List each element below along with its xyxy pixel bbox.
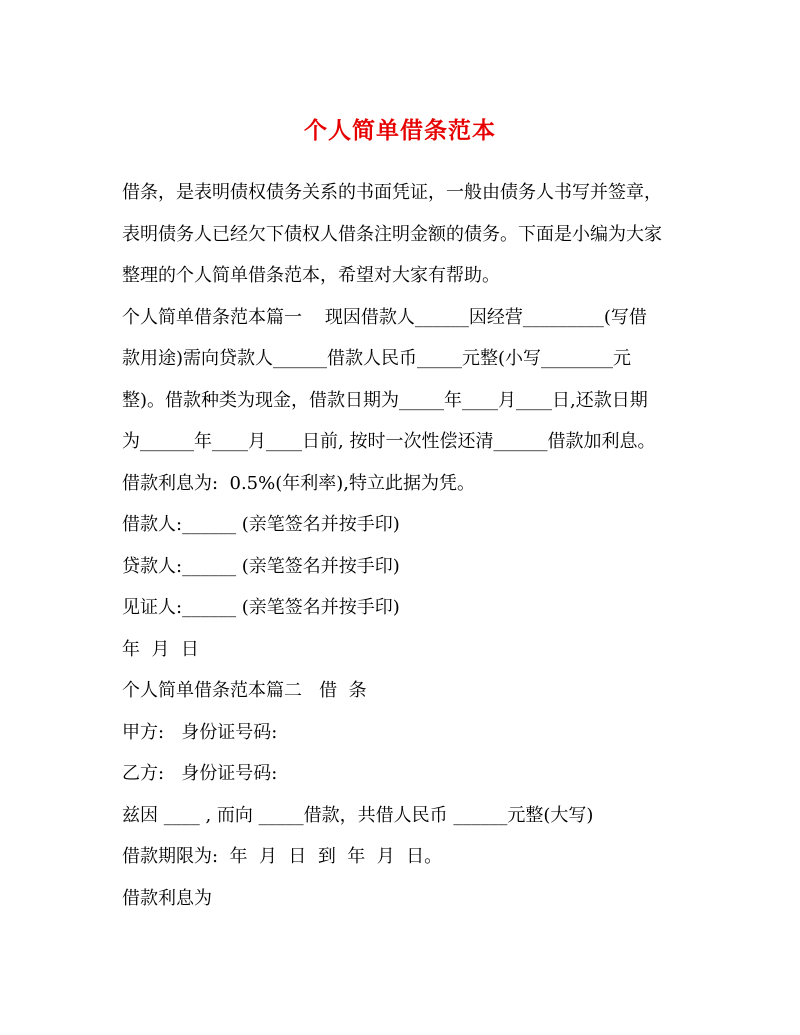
loan-term-line: 借款期限为: 年 月 日 到 年 月 日。 xyxy=(122,846,443,867)
loan-interest-line: 借款利息为 xyxy=(122,888,212,909)
sample1-line-2: 款用途)需向贷款人______借款人民币_____元整(小写________元 xyxy=(122,348,632,369)
borrower-signature-line: 借款人:______ (亲笔签名并按手印) xyxy=(122,514,400,535)
sample1-line-4: 为______年____月____日前, 按时一次性偿还清______借款加利息。 xyxy=(122,431,656,452)
sample1-line-1: 个人简单借条范本篇一 现因借款人______因经营_________(写借 xyxy=(122,307,647,328)
intro-line-1: 借条，是表明债权债务关系的书面凭证，一般由债务人书写并签章， xyxy=(122,182,662,203)
sample1-line-3: 整)。借款种类为现金，借款日期为_____年____月____日,还款日期 xyxy=(122,390,648,411)
sample2-heading: 个人简单借条范本篇二 借 条 xyxy=(122,680,367,701)
party-a-line: 甲方: 身份证号码: xyxy=(122,722,278,743)
intro-line-2: 表明债务人已经欠下债权人借条注明金额的债务。下面是小编为大家 xyxy=(122,224,662,245)
party-b-line: 乙方: 身份证号码: xyxy=(122,763,278,784)
date-line: 年 月 日 xyxy=(122,639,199,660)
lender-signature-line: 贷款人:______ (亲笔签名并按手印) xyxy=(122,556,400,577)
loan-reason-line: 兹因 ____ , 而向 _____借款，共借人民币 ______元整(大写) xyxy=(122,805,594,826)
document-title: 个人简单借条范本 xyxy=(304,117,496,144)
interest-rate-line: 借款利息为: 0.5%(年利率),特立此据为凭。 xyxy=(122,473,476,494)
witness-signature-line: 见证人:______ (亲笔签名并按手印) xyxy=(122,597,400,618)
intro-line-3: 整理的个人简单借条范本，希望对大家有帮助。 xyxy=(122,265,500,286)
